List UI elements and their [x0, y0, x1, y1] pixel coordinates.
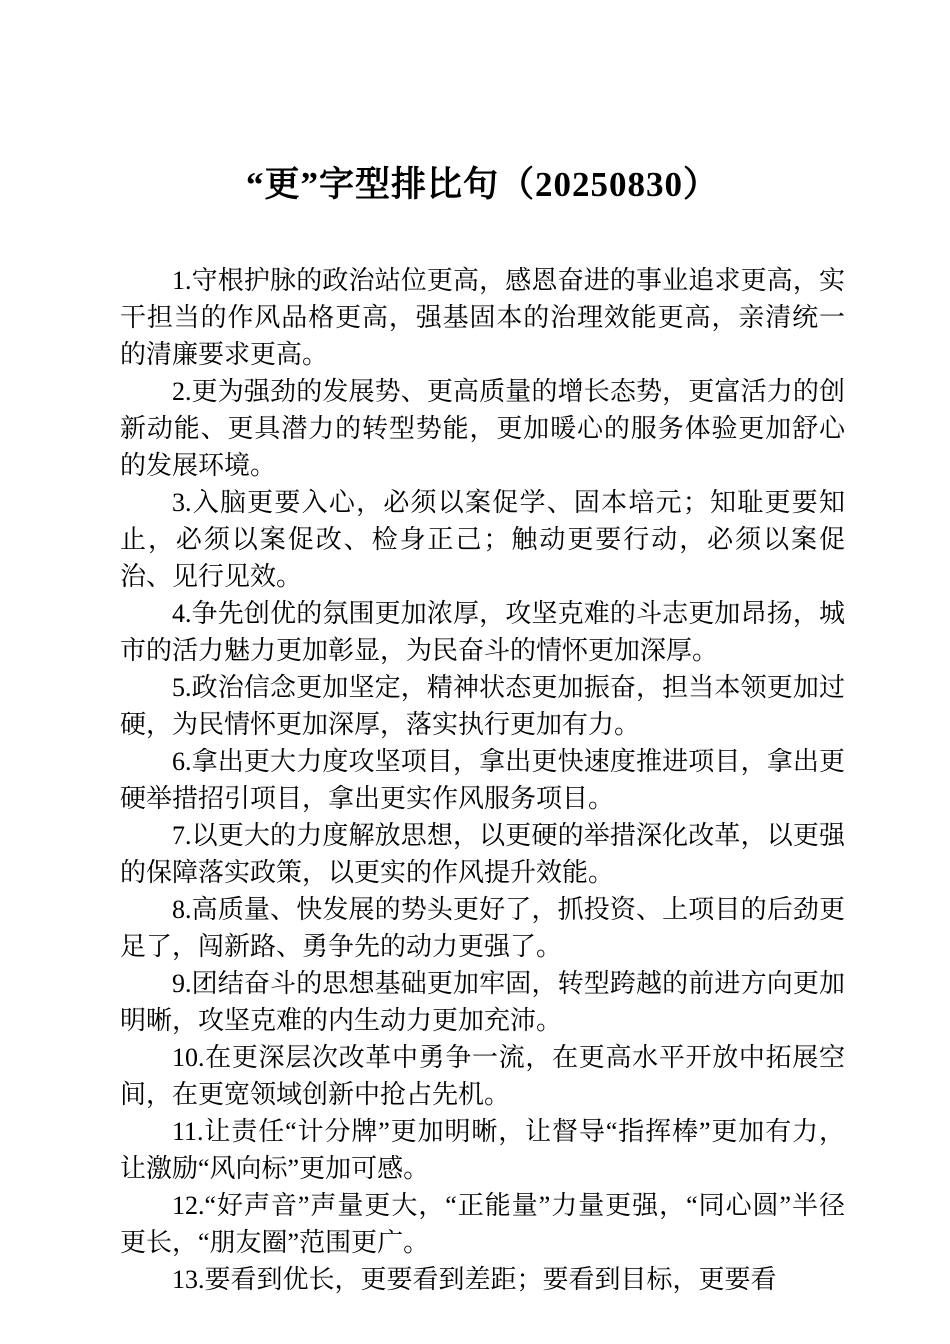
document-title: “更”字型排比句（20250830）	[245, 165, 719, 204]
paragraph: 6.拿出更大力度攻坚项目，拿出更快速度推进项目，拿出更硬举措招引项目，拿出更实作风服务项目。	[120, 747, 845, 813]
paragraph: 12.“好声音”声量更大，“正能量”力量更强，“同心圆”半径更长，“朋友圈”范围更广。	[120, 1191, 845, 1257]
paragraph: 10.在更深层次改革中勇争一流，在更高水平开放中拓展空间，在更宽领域创新中抢占先机。	[120, 1043, 845, 1109]
document-body	[120, 262, 845, 1298]
paragraph: 3.入脑更要入心，必须以案促学、固本培元；知耻更要知止，必须以案促改、检身正己；触动更要行动，必须以案促治、见行见效。	[120, 488, 845, 591]
paragraph: 8.高质量、快发展的势头更好了，抓投资、上项目的后劲更足了，闯新路、勇争先的动力更强了。	[120, 895, 845, 961]
paragraph: 9.团结奋斗的思想基础更加牢固，转型跨越的前进方向更加明晰，攻坚克难的内生动力更加充沛。	[120, 969, 845, 1035]
paragraph: 5.政治信念更加坚定，精神状态更加振奋，担当本领更加过硬，为民情怀更加深厚，落实执行更加有力。	[120, 673, 845, 739]
paragraph: 11.让责任“计分牌”更加明晰，让督导“指挥棒”更加有力，让激励“风向标”更加可感。	[120, 1117, 845, 1183]
paragraph: 4.争先创优的氛围更加浓厚，攻坚克难的斗志更加昂扬，城市的活力魅力更加彰显，为民奋斗的情怀更加深厚。	[120, 599, 845, 665]
paragraph: 2.更为强劲的发展势、更高质量的增长态势，更富活力的创新动能、更具潜力的转型势能，更加暖心的服务体验更加舒心的发展环境。	[120, 377, 845, 480]
paragraph: 1.守根护脉的政治站位更高，感恩奋进的事业追求更高，实干担当的作风品格更高，强基固本的治理效能更高，亲清统一的清廉要求更高。	[120, 266, 845, 369]
paragraph: 7.以更大的力度解放思想，以更硬的举措深化改革，以更强的保障落实政策，以更实的作风提升效能。	[120, 821, 845, 887]
paragraph: 13.要看到优长，更要看到差距；要看到目标，更要看	[172, 1265, 777, 1294]
